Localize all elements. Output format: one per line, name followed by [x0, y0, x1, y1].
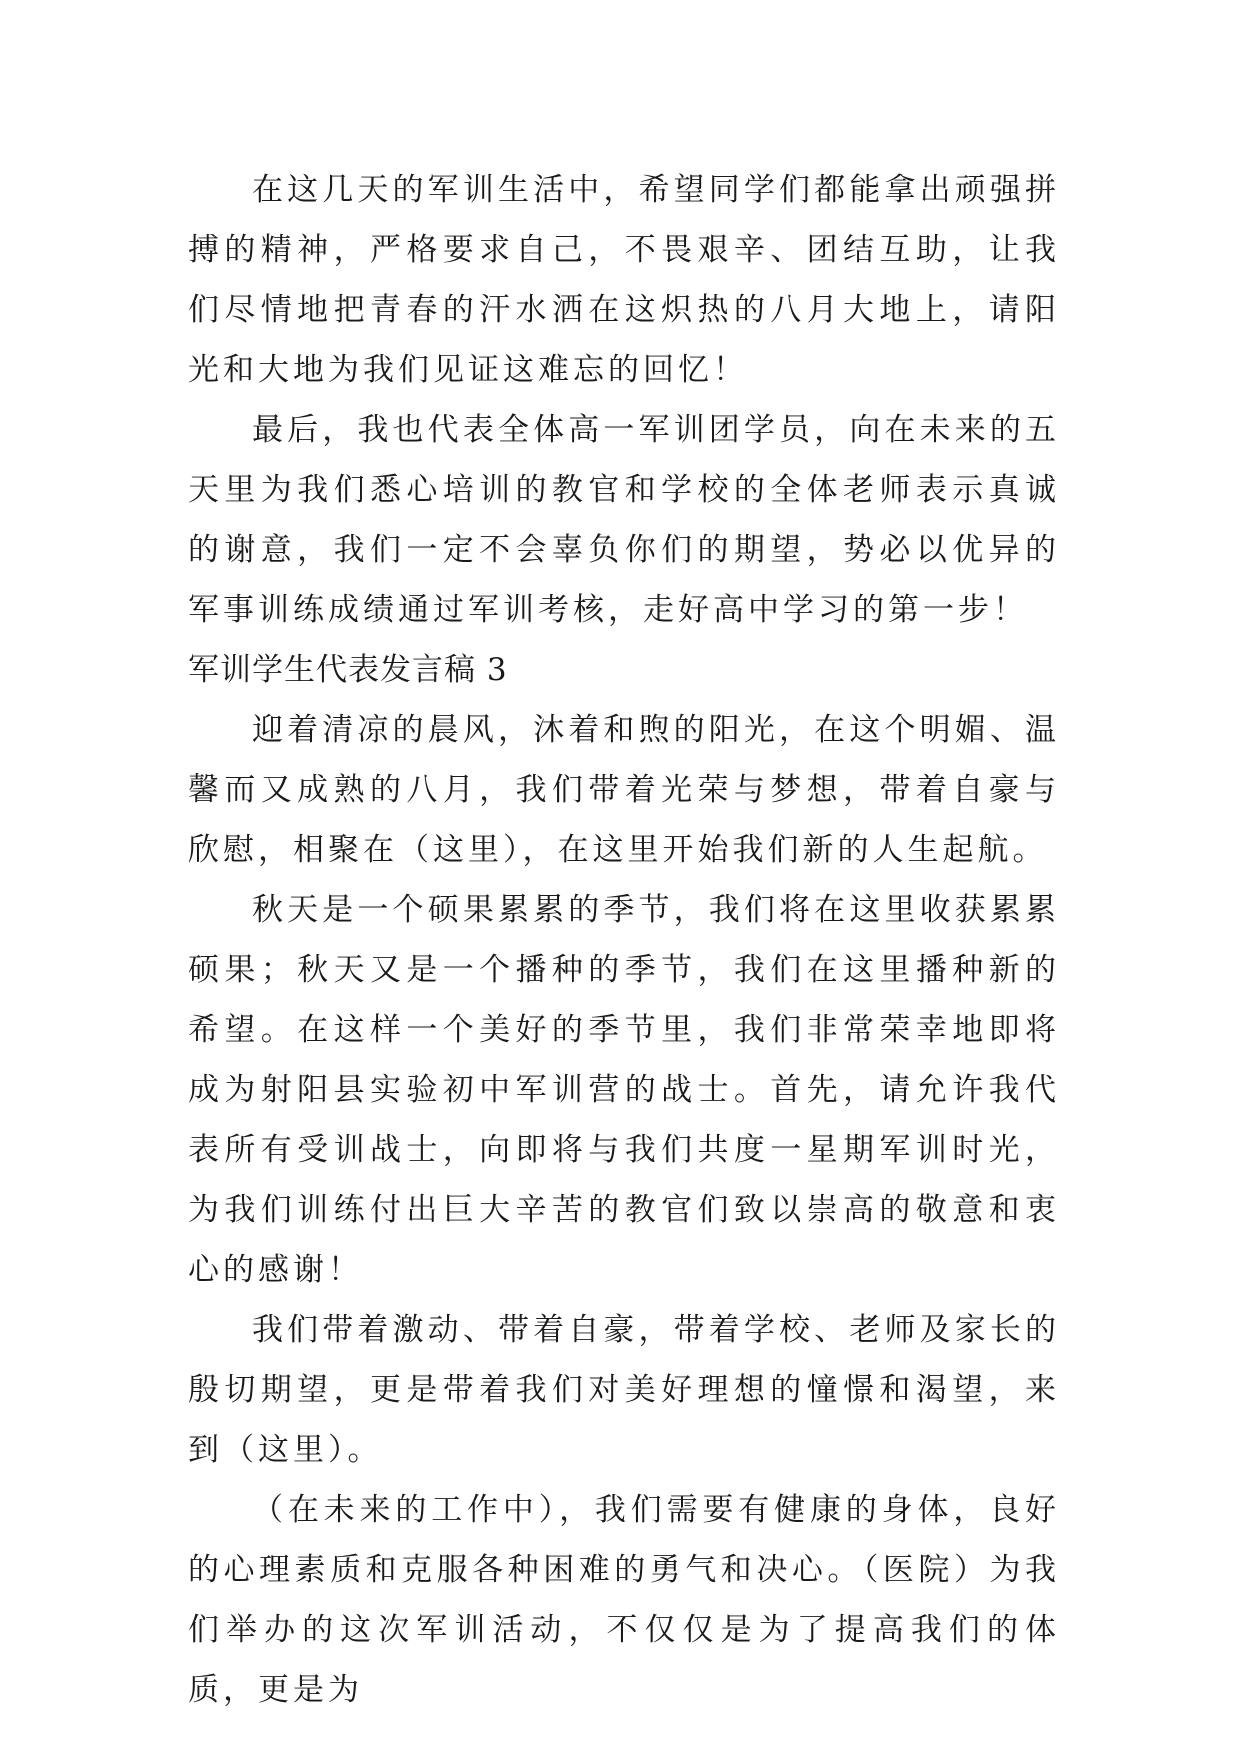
document-body	[188, 160, 1060, 1720]
paragraph-1: 在这几天的军训生活中，希望同学们都能拿出顽强拼搏的精神，严格要求自己，不畏艰辛、团结互助，让我们尽情地把青春的汗水洒在这炽热的八月大地上，请阳光和大地为我们见证这难忘的回忆！	[188, 172, 1060, 388]
section-paragraph-1: 迎着清凉的晨风，沐着和煦的阳光，在这个明媚、温馨而又成熟的八月，我们带着光荣与梦想，带着自豪与欣慰，相聚在（这里），在这里开始我们新的人生起航。	[188, 712, 1060, 868]
section-paragraph-4: （在未来的工作中），我们需要有健康的身体，良好的心理素质和克服各种困难的勇气和决心。（医院）为我们举办的这次军训活动，不仅仅是为了提高我们的体质，更是为	[188, 1492, 1060, 1708]
section-paragraph-3: 我们带着激动、带着自豪，带着学校、老师及家长的殷切期望，更是带着我们对美好理想的憧憬和渴望，来到（这里）。	[188, 1312, 1060, 1468]
paragraph-2: 最后，我也代表全体高一军训团学员，向在未来的五天里为我们悉心培训的教官和学校的全体老师表示真诚的谢意，我们一定不会辜负你们的期望，势必以优异的军事训练成绩通过军训考核，走好高中学习的第一步！	[188, 412, 1060, 628]
section-paragraph-2: 秋天是一个硕果累累的季节，我们将在这里收获累累硕果；秋天又是一个播种的季节，我们在这里播种新的希望。在这样一个美好的季节里，我们非常荣幸地即将成为射阳县实验初中军训营的战士。首先，请允许我代表所有受训战士，向即将与我们共度一星期军训时光，为我们训练付出巨大辛苦的教官们致以崇高的敬意和衷心的感谢！	[188, 892, 1060, 1288]
section-heading: 军训学生代表发言稿 3	[188, 652, 508, 688]
